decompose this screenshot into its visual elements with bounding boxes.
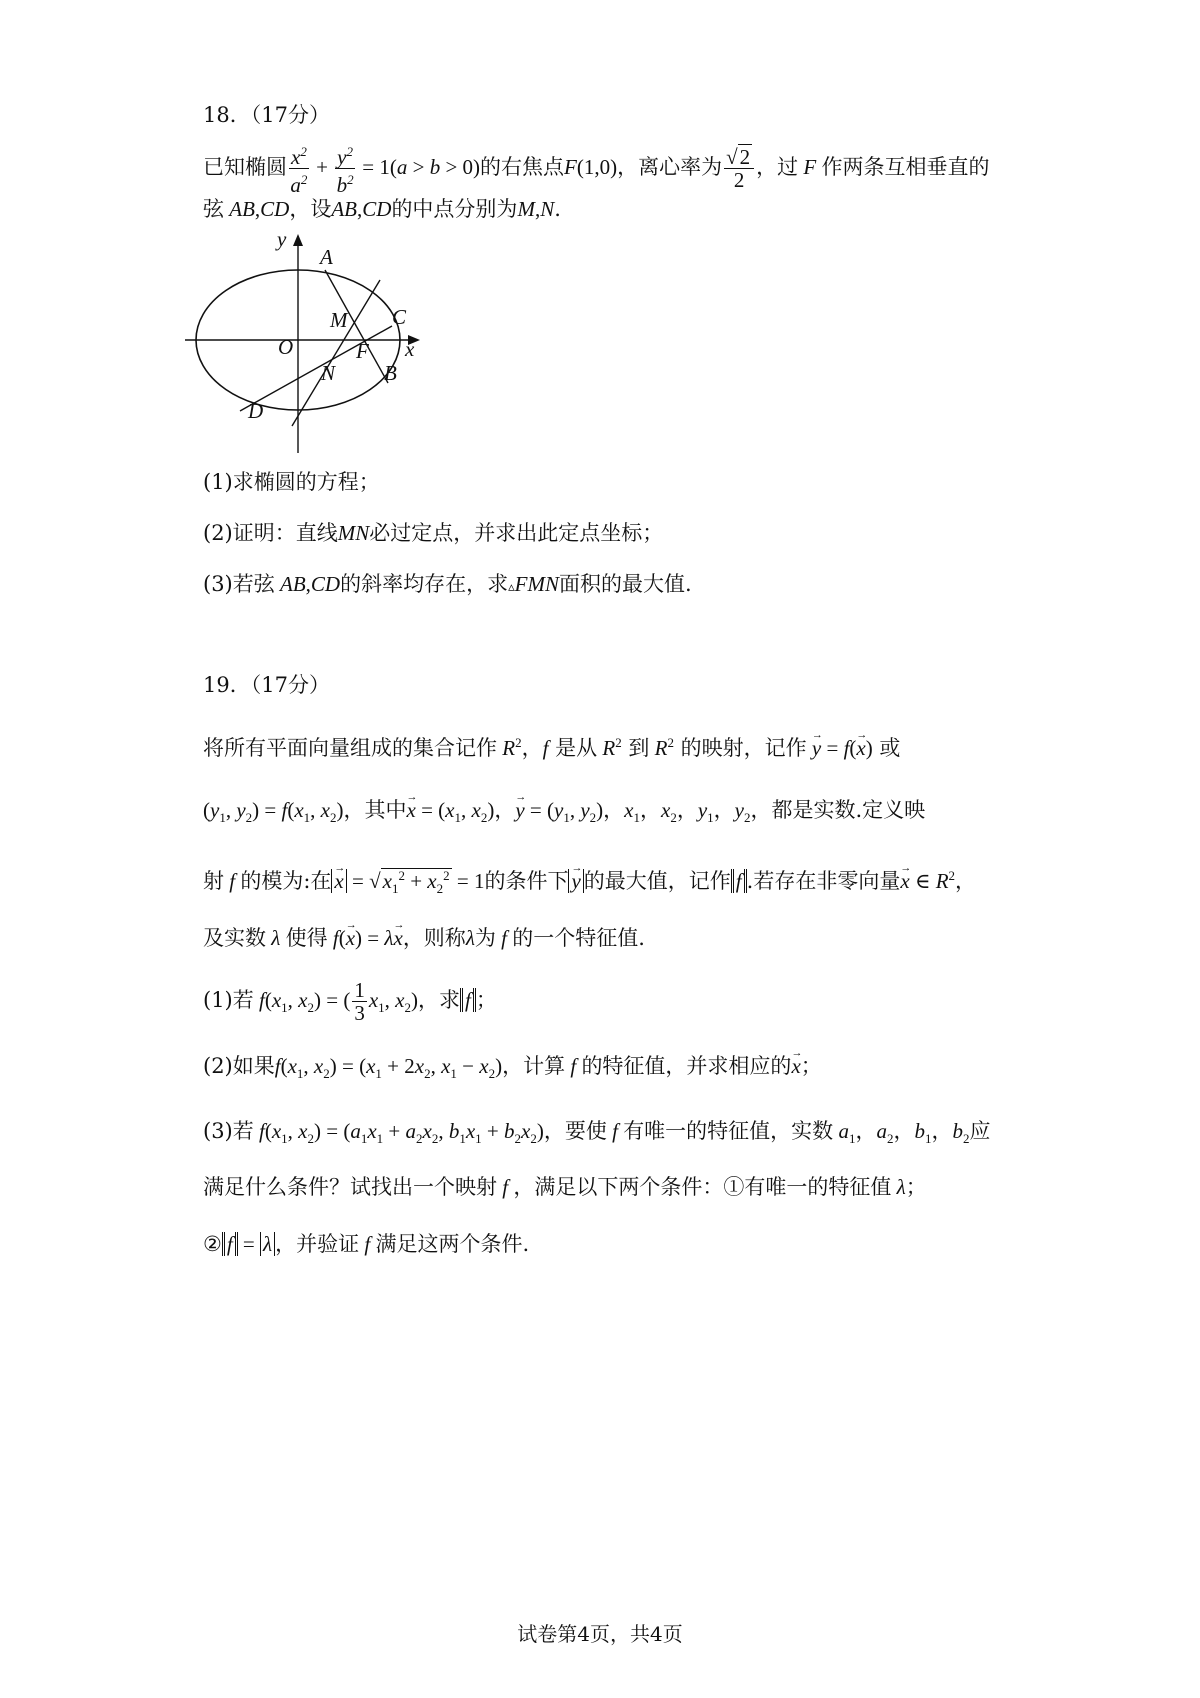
q18-part2: (2)证明：直线MN必过定点，并求出此定点坐标； xyxy=(203,521,664,545)
label-c: C xyxy=(392,305,407,329)
q19-part3-line3: ② f = λ ，并验证 f 满足这两个条件. xyxy=(203,1232,530,1256)
q19-part1: (1)若 $f(x_1$, $x_2$) = ( $\frac{1}{3}$ $x_1$, $x_2$)，求 f ； xyxy=(203,978,497,1025)
q19-line1: 将所有平面向量组成的集合记作 $R^2$，f 是从 $R^2$ 到 $R^2$ 的映射，记作 → y = f(→ x) 或 xyxy=(203,728,900,763)
frac-x2-a2: $\frac{x^2}{a^2}$ xyxy=(289,141,309,196)
label-b: B xyxy=(384,361,397,385)
label-m: M xyxy=(330,308,348,332)
q18-part1: (1)求椭圆的方程； xyxy=(203,470,380,494)
page-footer: 试卷第4页，共4页 xyxy=(517,1622,683,1646)
q19-part2: (2)如果$f(x_1$, $x_2) = (x_1 + 2x_2$, $x_1 - x_2$)，计算 f 的特征值，并求相应的→ x； xyxy=(203,1051,822,1089)
q19-part3-line2: 满足什么条件？试找出一个映射 f ，满足以下两个条件：①有唯一的特征值 λ； xyxy=(203,1175,927,1199)
label-y: y xyxy=(277,228,287,251)
label-d: D xyxy=(248,399,264,423)
label-n: N xyxy=(321,361,336,385)
q19-line2: ($y_1$, $y_2) = f(x_1$, $x_2$)，其中→ $x = (x_1$, $x_2$)，→ $y = (y_1$, $y_2$)，$x_1$，$x_2$，$y_1$，$y_2$，都是实数.定义映 xyxy=(203,795,925,833)
q19-line4: 及实数 λ 使得 f(→ x) = λ→ x，则称λ为 f 的一个特征值. xyxy=(203,923,645,953)
label-x: x xyxy=(405,337,415,361)
q19-line3: 射 f 的模为:在→ $x = √x_1^2 + x_2^2 = 1$的条件下→ y 的最大值，记作 f .若存在非零向量→ x ∈ $R^2$， xyxy=(203,861,976,904)
q18-stem-line1: 已知椭圆 $\frac{x^2}{a^2}$ + $\frac{y^2}{b^2}$ = 1(a > b > 0)的右焦点F(1,0)，离心率为 $\frac{√2}{2}$ ，过 F 作两条互相垂直的 xyxy=(203,141,989,196)
label-f: F xyxy=(356,339,369,363)
q18-stem-line2: 弦 AB,CD，设AB,CD的中点分别为M,N. xyxy=(203,197,561,221)
y-axis-arrow xyxy=(293,234,303,246)
q19-part3-line1: (3)若 $f(x_1$, $x_2) = (a_1x_1 + a_2x_2$, $b_1x_1 + b_2x_2$)，要使 f 有唯一的特征值，实数 $a_1$，$a_2$，$b_1$，$b_2$应 xyxy=(203,1119,991,1147)
label-a: A xyxy=(320,245,333,269)
label-o: O xyxy=(278,335,294,359)
q19-header: 19．（17分） xyxy=(203,673,330,697)
q18-header: 18．（17分） xyxy=(203,103,330,127)
q18-part3: (3)若弦 AB,CD的斜率均存在，求▵FMN面积的最大值. xyxy=(203,572,692,596)
frac-sqrt2-2: $\frac{√2}{2}$ xyxy=(724,146,754,191)
frac-y2-b2: $\frac{y^2}{b^2}$ xyxy=(335,141,355,196)
ellipse-figure xyxy=(180,228,460,478)
frac-one-third: $\frac{1}{3}$ xyxy=(354,978,365,1025)
